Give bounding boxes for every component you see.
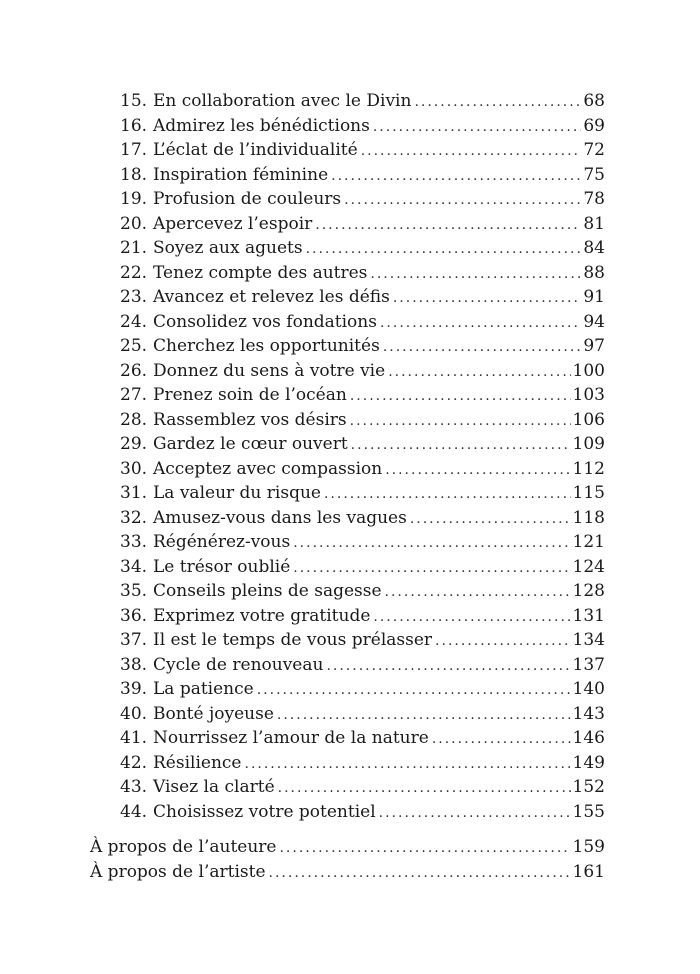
dot-leader (326, 654, 570, 678)
toc-page-number: 75 (583, 164, 605, 185)
toc-number: 42. (120, 752, 148, 773)
toc-number: 20. (120, 213, 148, 234)
dot-leader (278, 776, 571, 800)
toc-page-number: 100 (572, 360, 605, 381)
toc-page-number: 161 (572, 861, 605, 882)
dot-leader (293, 556, 570, 580)
toc-title: Bonté joyeuse (153, 703, 274, 724)
toc-entry (120, 481, 605, 505)
toc-entry (120, 432, 605, 456)
dot-leader (410, 507, 571, 531)
dot-leader (344, 188, 581, 212)
dot-leader (293, 531, 570, 555)
dot-leader (306, 237, 582, 261)
toc-page-number: 84 (583, 238, 605, 258)
toc-page-number: 112 (572, 458, 605, 479)
toc-title: Exprimez votre gratitude (153, 605, 371, 626)
dot-leader (435, 629, 571, 653)
toc-number: 41. (120, 728, 148, 748)
toc-page-number: 149 (572, 752, 605, 773)
dot-leader (373, 115, 582, 139)
toc-number: 26. (120, 360, 148, 381)
dot-leader (315, 213, 581, 237)
toc-title: Rassemblez vos désirs (153, 409, 347, 430)
toc-number: 25. (120, 336, 148, 356)
dot-leader (351, 433, 571, 457)
toc-number: 35. (120, 581, 148, 601)
toc-entry (120, 163, 605, 187)
toc-entry (120, 187, 605, 211)
toc-number: 15. (120, 91, 148, 111)
toc-title: En collaboration avec le Divin (153, 91, 412, 111)
toc-entry (120, 506, 605, 530)
toc-title: Profusion de couleurs (153, 189, 342, 209)
toc-entry (120, 310, 605, 334)
dot-leader (277, 703, 571, 727)
toc-entry (120, 677, 605, 701)
toc-page-number: 88 (583, 262, 605, 283)
dot-leader (257, 678, 571, 702)
dot-leader (379, 801, 571, 825)
toc-entry (120, 334, 605, 358)
toc-title: À propos de l’artiste (90, 861, 266, 882)
dot-leader (373, 605, 570, 629)
toc-page-number: 69 (583, 115, 605, 136)
toc-number: 39. (120, 679, 148, 699)
dot-leader (269, 861, 571, 885)
toc-entry (120, 89, 605, 113)
toc-title: Tenez compte des autres (153, 262, 368, 283)
toc-page-number: 155 (572, 801, 605, 822)
toc-title: L’éclat de l’individualité (153, 140, 358, 160)
toc-page-number: 72 (583, 140, 605, 160)
toc-title: Apercevez l’espoir (153, 213, 313, 234)
toc-number: 33. (120, 532, 148, 552)
toc-number: 31. (120, 483, 148, 503)
toc-title: Régénérez-vous (153, 532, 291, 552)
toc-title: Inspiration féminine (153, 164, 329, 185)
toc-entry (120, 579, 605, 603)
toc-number: 27. (120, 385, 148, 405)
toc-entry (120, 408, 605, 432)
toc-title: Avancez et relevez les défis (153, 287, 390, 307)
toc-number: 16. (120, 115, 148, 136)
toc-entry-about-author (90, 835, 605, 859)
toc-page-number: 128 (572, 581, 605, 601)
toc-title: Amusez-vous dans les vagues (153, 507, 407, 528)
toc-number: 18. (120, 164, 148, 185)
dot-leader (331, 164, 581, 188)
toc-number: 23. (120, 287, 148, 307)
toc-title: Visez la clarté (153, 777, 275, 797)
dot-leader (388, 360, 570, 384)
dot-leader (380, 311, 581, 335)
toc-number: 21. (120, 238, 148, 258)
toc-page-number: 106 (572, 409, 605, 430)
toc-title: Le trésor oublié (153, 556, 291, 577)
toc-title: Nourrissez l’amour de la nature (153, 728, 429, 748)
toc-entry (120, 702, 605, 726)
toc-entry-about-artist (90, 860, 605, 884)
toc-title: Conseils pleins de sagesse (153, 581, 382, 601)
toc-number: 17. (120, 140, 148, 160)
toc-number: 28. (120, 409, 148, 430)
toc-number: 24. (120, 311, 148, 332)
toc-entry (120, 726, 605, 750)
toc-title: La patience (153, 679, 254, 699)
toc-number: 37. (120, 630, 148, 650)
toc-page-number: 103 (572, 385, 605, 405)
toc-number: 19. (120, 189, 148, 209)
toc-entry (120, 212, 605, 236)
toc-title: Gardez le cœur ouvert (153, 434, 348, 454)
toc-entry (120, 628, 605, 652)
dot-leader (385, 458, 570, 482)
toc-page-number: 140 (572, 679, 605, 699)
toc-entry (120, 751, 605, 775)
toc-entry (120, 530, 605, 554)
toc-title: Consolidez vos fondations (153, 311, 377, 332)
dot-leader (350, 409, 571, 433)
toc-number: 34. (120, 556, 148, 577)
toc-page-number: 118 (572, 507, 605, 528)
toc-page-number: 121 (572, 532, 605, 552)
toc-number: 44. (120, 801, 148, 822)
toc-entry (120, 555, 605, 579)
dot-leader (432, 727, 571, 751)
toc-entry (120, 383, 605, 407)
dot-leader (393, 286, 582, 310)
toc-title: Choisissez votre potentiel (153, 801, 376, 822)
dot-leader (361, 139, 582, 163)
toc-title: À propos de l’auteure (90, 837, 277, 857)
toc-entry (120, 457, 605, 481)
toc-number: 36. (120, 605, 148, 626)
toc-entry (120, 359, 605, 383)
toc-page-number: 78 (583, 189, 605, 209)
toc-entry (120, 138, 605, 162)
toc-page-number: 81 (583, 213, 605, 234)
toc-page-number: 143 (572, 703, 605, 724)
toc-title: Prenez soin de l’océan (153, 385, 347, 405)
toc-entry (120, 236, 605, 260)
toc-page-number: 109 (572, 434, 605, 454)
toc-title: Il est le temps de vous prélasser (153, 630, 433, 650)
toc-title: Admirez les bénédictions (153, 115, 370, 136)
toc-number: 40. (120, 703, 148, 724)
toc-page-number: 91 (583, 287, 605, 307)
toc-page-number: 159 (572, 837, 605, 857)
toc-number: 30. (120, 458, 148, 479)
toc-entry (120, 800, 605, 824)
toc-number: 32. (120, 507, 148, 528)
dot-leader (370, 262, 581, 286)
toc-page-number: 68 (583, 91, 605, 111)
dot-leader (245, 752, 571, 776)
toc-entry (120, 604, 605, 628)
toc-page-number: 115 (572, 483, 605, 503)
dot-leader (414, 90, 581, 114)
toc-entry (120, 114, 605, 138)
toc-page-number: 94 (583, 311, 605, 332)
toc-entry (120, 775, 605, 799)
toc-number: 38. (120, 654, 148, 675)
toc-page-number: 137 (572, 654, 605, 675)
dot-leader (350, 384, 571, 408)
toc-title: La valeur du risque (153, 483, 321, 503)
toc-title: Acceptez avec compassion (153, 458, 383, 479)
toc-page-number: 152 (572, 777, 605, 797)
toc-number: 29. (120, 434, 148, 454)
toc-title: Soyez aux aguets (153, 238, 303, 258)
toc-number: 22. (120, 262, 148, 283)
toc-page-number: 97 (583, 336, 605, 356)
dot-leader (324, 482, 571, 506)
toc-page-number: 134 (572, 630, 605, 650)
toc-entry (120, 285, 605, 309)
toc-page-number: 124 (572, 556, 605, 577)
toc-title: Cycle de renouveau (153, 654, 324, 675)
toc-entry (120, 653, 605, 677)
dot-leader (383, 335, 582, 359)
dot-leader (279, 836, 570, 860)
toc-title: Donnez du sens à votre vie (153, 360, 386, 381)
toc-number: 43. (120, 777, 148, 797)
dot-leader (385, 580, 571, 604)
toc-page-number: 131 (572, 605, 605, 626)
toc-title: Cherchez les opportunités (153, 336, 380, 356)
toc-entry (120, 261, 605, 285)
toc-title: Résilience (153, 752, 242, 773)
toc-page-number: 146 (572, 728, 605, 748)
